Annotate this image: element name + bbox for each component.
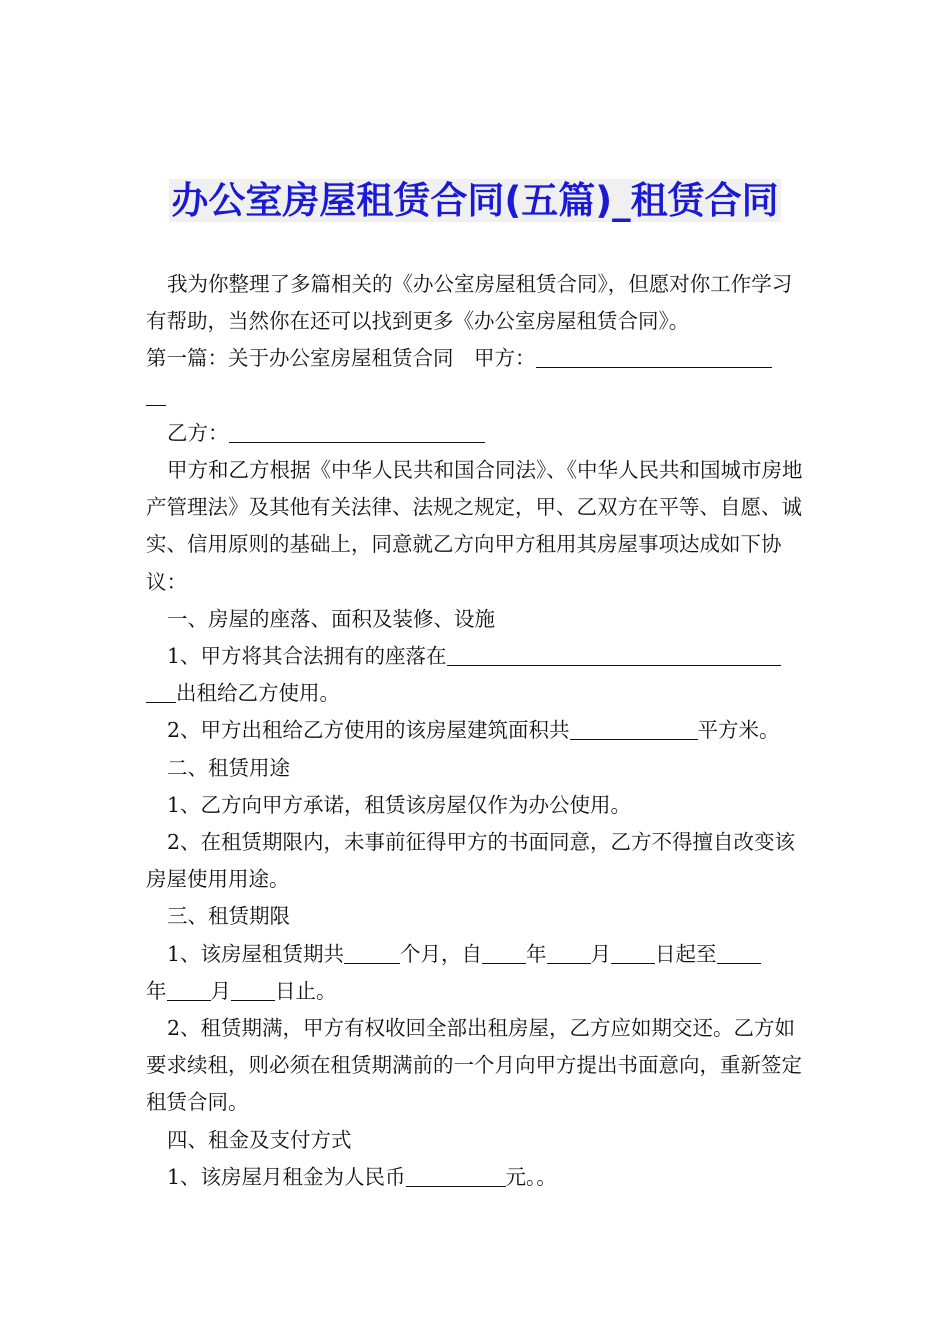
section-4-heading: 四、租金及支付方式 <box>167 1127 352 1152</box>
section-2-item-1: 1、乙方向甲方承诺，租赁该房屋仅作为办公使用。 <box>167 792 632 817</box>
party-b-blank <box>229 421 485 443</box>
rent-blank <box>406 1165 506 1187</box>
document-body <box>146 266 810 1196</box>
section-2-heading: 二、租赁用途 <box>167 755 290 780</box>
section-3-item-1: 1、该房屋租赁期共 个月，自 年 月 日起至 年 月 日止。 <box>146 936 810 1010</box>
end-month-blank <box>167 979 211 1001</box>
agreement-paragraph: 甲方和乙方根据《中华人民共和国合同法》、《中华人民共和国城市房地产管理法》及其他有关法律、法规之规定，甲、乙双方在平等、自愿、诚实、信用原则的基础上，同意就乙方向甲方租用其房屋事项达成如下协议： <box>146 458 803 594</box>
location-blank <box>447 645 781 667</box>
party-a-blank <box>536 347 772 369</box>
document-title: 办公室房屋租赁合同(五篇)_租赁合同 <box>171 179 779 222</box>
section-4-item-1: 1、该房屋月租金为人民币 元。。 <box>167 1164 557 1189</box>
section-1-item-1: 1、甲方将其合法拥有的座落在 出租给乙方使用。 <box>146 638 810 712</box>
section-3-item-2: 2、租赁期满，甲方有权收回全部出租房屋，乙方应如期交还。乙方如要求续租，则必须在租赁期满前的一个月向甲方提出书面意向，重新签定租赁合同。 <box>146 1016 802 1115</box>
section-2-item-2: 2、在租赁期限内，未事前征得甲方的书面同意，乙方不得擅自改变该房屋使用用途。 <box>146 830 796 892</box>
location-blank-cont <box>146 682 176 704</box>
first-article-line: 第一篇：关于办公室房屋租赁合同 甲方： <box>146 340 810 414</box>
start-year-blank <box>482 942 526 964</box>
start-month-blank <box>547 942 591 964</box>
end-day-blank <box>231 979 275 1001</box>
area-blank <box>570 719 698 741</box>
start-day-blank <box>611 942 655 964</box>
end-year-blank <box>717 942 761 964</box>
party-a-blank-cont <box>146 384 166 406</box>
party-b-line: 乙方： <box>146 415 810 452</box>
intro-paragraph: 我为你整理了多篇相关的《办公室房屋租赁合同》，但愿对你工作学习有帮助，当然你在还可以找到更多《办公室房屋租赁合同》。 <box>146 272 793 334</box>
months-blank <box>344 942 400 964</box>
section-1-item-2: 2、甲方出租给乙方使用的该房屋建筑面积共 平方米。 <box>167 718 780 743</box>
section-1-heading: 一、房屋的座落、面积及装修、设施 <box>167 606 495 631</box>
section-3-heading: 三、租赁期限 <box>167 904 290 929</box>
